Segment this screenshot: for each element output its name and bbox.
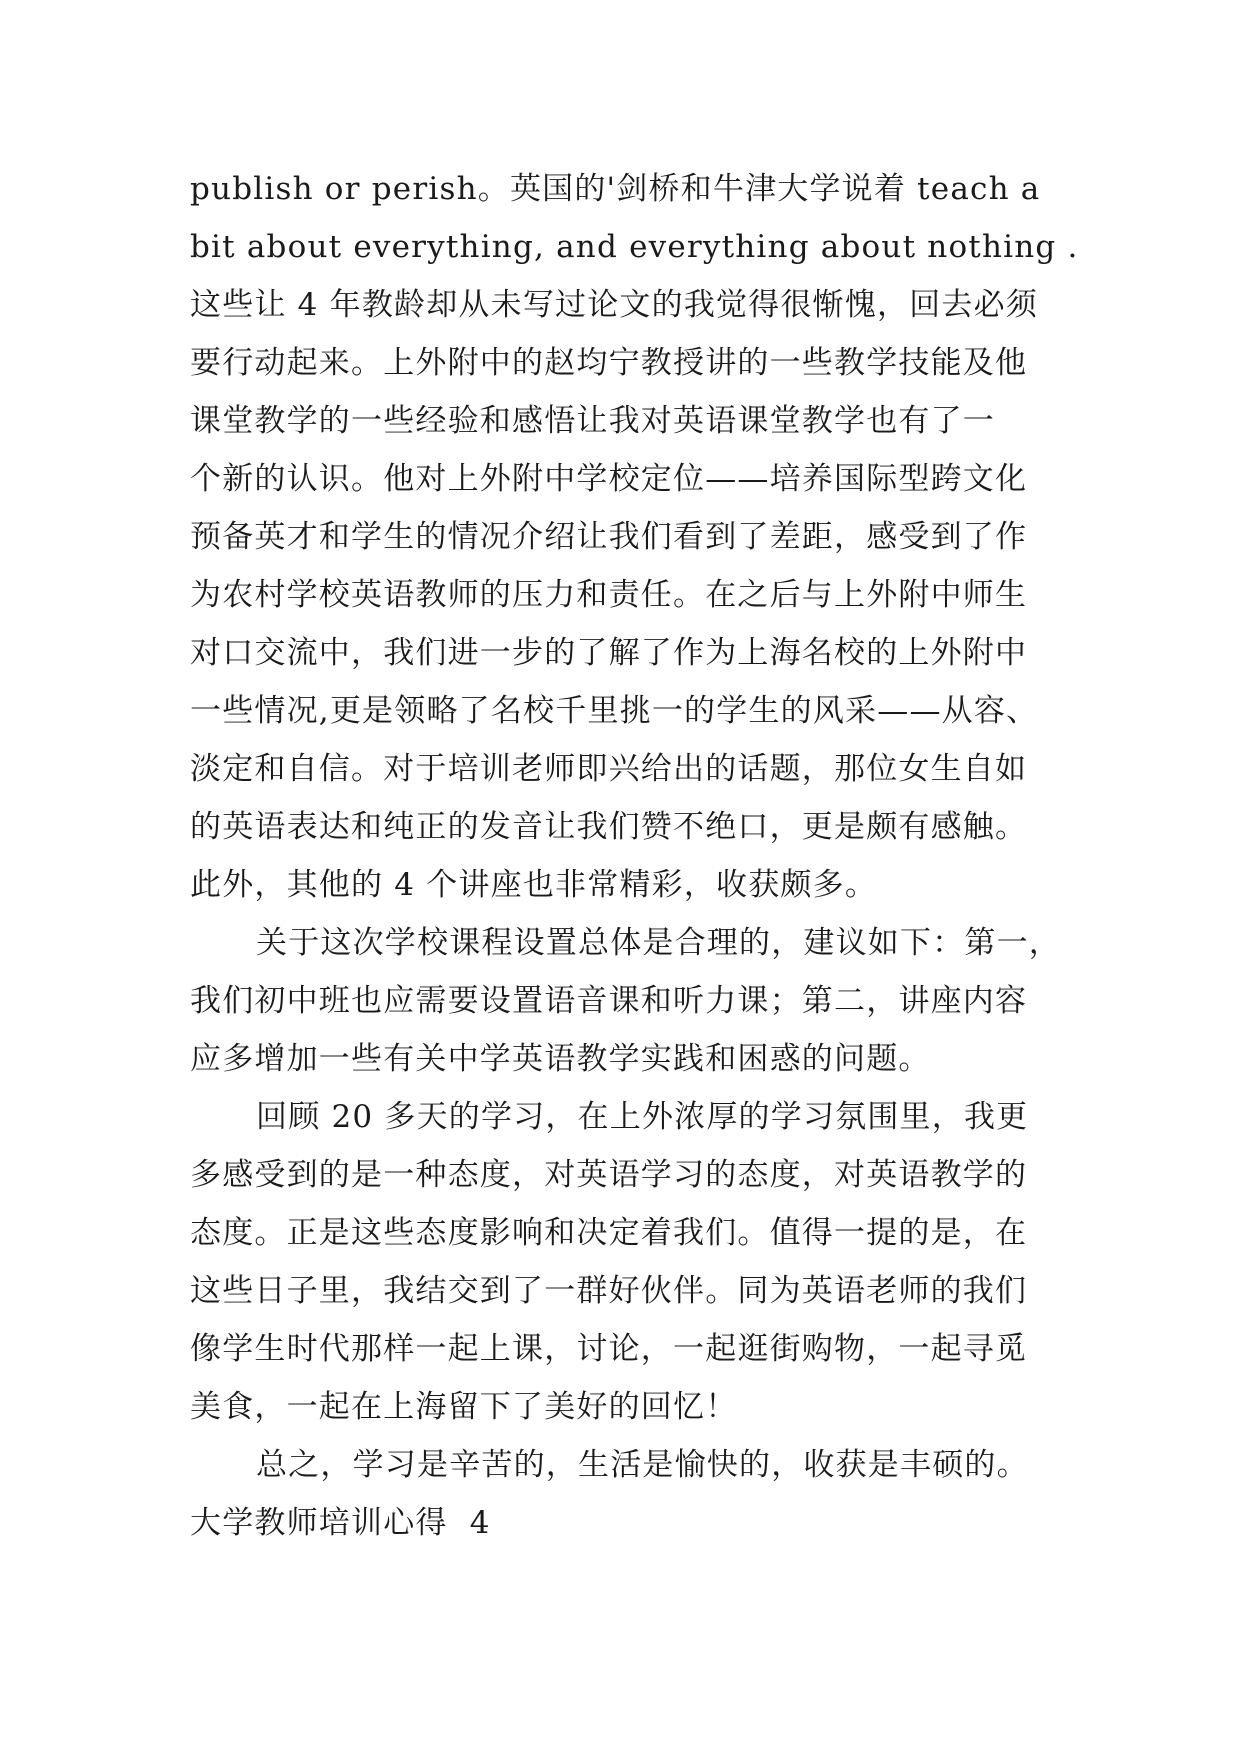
- paragraph-line: 应多增加一些有关中学英语教学实践和困惑的问题。: [190, 1041, 931, 1077]
- paragraph-line: 淡定和自信。对于培训老师即兴给出的话题，那位女生自如: [190, 751, 1028, 787]
- paragraph-line: publish or perish。英国的'剑桥和牛津大学说着 teach a: [190, 171, 1041, 207]
- paragraph-line: 个新的认识。他对上外附中学校定位——培养国际型跨文化: [190, 461, 1028, 497]
- paragraph-line: 一些情况,更是领略了名校千里挑一的学生的风采——从容、: [190, 693, 1039, 729]
- section-heading: 大学教师培训心得 4: [190, 1505, 491, 1541]
- paragraph-line: 这些让 4 年教龄却从未写过论文的我觉得很惭愧，回去必须: [190, 287, 1039, 323]
- paragraph-line: 此外，其他的 4 个讲座也非常精彩，收获颇多。: [190, 867, 878, 903]
- paragraph-line: 对口交流中，我们进一步的了解了作为上海名校的上外附中: [190, 635, 1028, 671]
- paragraph-line: bit about everything, and everything about nothing .: [190, 229, 1079, 265]
- paragraph-line: 总之，学习是辛苦的，生活是愉快的，收获是丰硕的。: [256, 1447, 1029, 1483]
- paragraph-3: [190, 1088, 1070, 1436]
- paragraph-4: [190, 1436, 1070, 1494]
- paragraph-line: 态度。正是这些态度影响和决定着我们。值得一提的是，在: [190, 1215, 1028, 1251]
- paragraph-line: 预备英才和学生的情况介绍让我们看到了差距，感受到了作: [190, 519, 1028, 555]
- paragraph-line: 关于这次学校课程设置总体是合理的，建议如下：第一，: [256, 925, 1061, 961]
- paragraph-2: [190, 914, 1070, 1088]
- paragraph-line: 这些日子里，我结交到了一群好伙伴。同为英语老师的我们: [190, 1273, 1028, 1309]
- paragraph-line: 像学生时代那样一起上课，讨论，一起逛街购物，一起寻觅: [190, 1331, 1028, 1367]
- document-body: [190, 160, 1079, 1552]
- paragraph-line: 回顾 20 多天的学习，在上外浓厚的学习氛围里，我更: [256, 1099, 1029, 1135]
- paragraph-line: 课堂教学的一些经验和感悟让我对英语课堂教学也有了一: [190, 403, 995, 439]
- paragraph-line: 美食，一起在上海留下了美好的回忆！: [190, 1389, 738, 1425]
- paragraph-line: 要行动起来。上外附中的赵均宁教授讲的一些教学技能及他: [190, 345, 1028, 381]
- paragraph-line: 为农村学校英语教师的压力和责任。在之后与上外附中师生: [190, 577, 1028, 613]
- paragraph-1: [190, 160, 1079, 914]
- paragraph-line: 的英语表达和纯正的发音让我们赞不绝口，更是颇有感触。: [190, 809, 1028, 845]
- paragraph-line: 我们初中班也应需要设置语音课和听力课；第二，讲座内容: [190, 983, 1028, 1019]
- paragraph-line: 多感受到的是一种态度，对英语学习的态度，对英语教学的: [190, 1157, 1028, 1193]
